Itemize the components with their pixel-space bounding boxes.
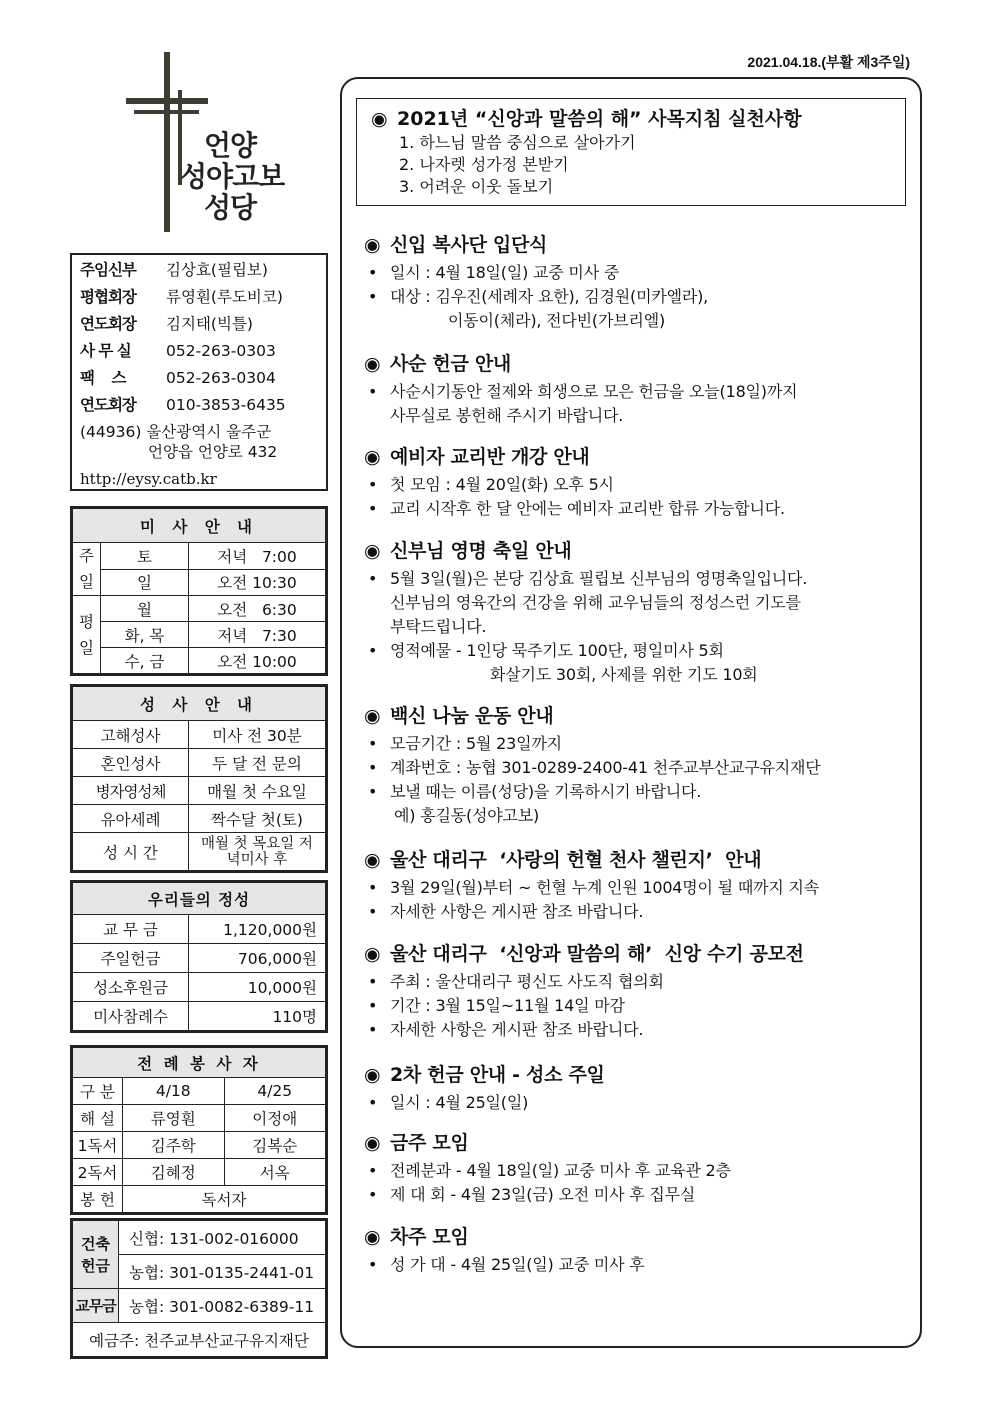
notice-feast-day bbox=[364, 538, 914, 687]
mass-day: 월 bbox=[101, 596, 189, 622]
notice-line: • 영적예물 - 1인당 묵주기도 100단, 평일미사 5회 bbox=[364, 639, 914, 663]
notice-line: • 자세한 사항은 게시판 참조 바랍니다. bbox=[364, 1018, 914, 1042]
notice-title bbox=[364, 703, 914, 729]
gyomu-label: 교무금 bbox=[73, 1289, 119, 1323]
notice-title bbox=[364, 444, 914, 470]
info-value: 052-263-0303 bbox=[166, 342, 276, 360]
server-name: 서옥 bbox=[224, 1159, 326, 1186]
build-label bbox=[73, 1221, 119, 1289]
account-holder: 예금주: 천주교부산교구유지재단 bbox=[73, 1323, 326, 1357]
notice-line: 신부님의 영육간의 건강을 위해 교우님들의 정성스런 기도를 bbox=[390, 593, 801, 612]
server-role: 봉 헌 bbox=[73, 1186, 123, 1213]
info-row bbox=[80, 392, 318, 419]
notice-altar-servers bbox=[364, 232, 914, 333]
address: (44936) 울산광역시 울주군 bbox=[80, 423, 272, 441]
mass-day: 화, 목 bbox=[101, 622, 189, 648]
account-number: 신협: 131-002-016000 bbox=[119, 1221, 326, 1255]
notice-line: • 주최 : 울산대리구 평신도 사도직 협의회 bbox=[364, 970, 914, 994]
sacrament-value: 매월 첫 목요일 저녁미사 후 bbox=[189, 833, 326, 871]
sacrament-value: 짝수달 첫(토) bbox=[189, 805, 326, 833]
sacrament-name: 고해성사 bbox=[73, 721, 189, 749]
notice-line: • 사순시기동안 절제와 희생으로 모은 헌금을 오늘(18일)까지 bbox=[364, 380, 914, 404]
website-link[interactable]: http://eysy.catb.kr bbox=[80, 470, 217, 488]
cross-bar bbox=[126, 98, 208, 104]
guideline-item: 3. 어려운 이웃 돌보기 bbox=[399, 177, 554, 196]
server-name: 김복순 bbox=[224, 1132, 326, 1159]
server-role: 2독서 bbox=[73, 1159, 123, 1186]
servers-title: 전 례 봉 사 자 bbox=[73, 1048, 326, 1078]
notice-title-text: 금주 모임 bbox=[390, 1132, 469, 1154]
bullet-icon: ◉ bbox=[364, 1064, 381, 1086]
servers-header: 구 분 bbox=[73, 1078, 123, 1105]
info-row bbox=[80, 338, 318, 365]
server-role: 1독서 bbox=[73, 1132, 123, 1159]
bullet-icon: ◉ bbox=[364, 943, 381, 965]
mass-day: 일 bbox=[101, 569, 189, 596]
info-row bbox=[80, 284, 318, 311]
offering-value: 706,000원 bbox=[189, 944, 326, 973]
notice-title bbox=[364, 1224, 914, 1250]
notice-line: 사무실로 봉헌해 주시기 바랍니다. bbox=[390, 406, 624, 425]
notice-line: 이동이(체라), 전다빈(가브리엘) bbox=[448, 311, 666, 330]
notice-line: • 전례분과 - 4월 18일(일) 교중 미사 후 교육관 2층 bbox=[364, 1159, 914, 1183]
sacrament-name: 혼인성사 bbox=[73, 749, 189, 777]
server-name: 김주학 bbox=[123, 1132, 225, 1159]
address-line-2: 언양읍 언양로 432 bbox=[148, 443, 278, 461]
account-number: 농협: 301-0082-6389-11 bbox=[119, 1289, 326, 1323]
notice-line: • 제 대 회 - 4월 23일(금) 오전 미사 후 집무실 bbox=[364, 1183, 914, 1207]
sacrament-name: 유아세례 bbox=[73, 805, 189, 833]
info-label: 주임신부 bbox=[80, 261, 136, 279]
mass-time: 오전 10:00 bbox=[189, 648, 326, 674]
notice-second-collection bbox=[364, 1062, 914, 1115]
notice-title-text: 2차 헌금 안내 - 성소 주일 bbox=[390, 1064, 605, 1086]
notice-title-text: 울산 대리구 ‘신앙과 말씀의 해’ 신앙 수기 공모전 bbox=[390, 943, 804, 965]
bullet-icon: ◉ bbox=[371, 108, 388, 130]
notice-line: • 대상 : 김우진(세례자 요한), 김경원(미카엘라), bbox=[364, 285, 914, 309]
notice-line: • 성 가 대 - 4월 25일(일) 교중 미사 후 bbox=[364, 1253, 914, 1277]
notice-next-week-meetings bbox=[364, 1224, 914, 1277]
notice-title-text: 예비자 교리반 개강 안내 bbox=[390, 446, 590, 468]
info-value: 052-263-0304 bbox=[166, 369, 276, 387]
offerings-title: 우리들의 정성 bbox=[73, 883, 326, 915]
notice-title bbox=[364, 232, 914, 258]
mass-schedule bbox=[70, 506, 328, 676]
notice-blood-donation bbox=[364, 847, 914, 924]
notice-vaccine bbox=[364, 703, 914, 828]
guideline-list bbox=[371, 132, 891, 198]
server-name: 독서자 bbox=[123, 1186, 326, 1213]
offering-name: 주일헌금 bbox=[73, 944, 189, 973]
sunday-label: 주일 bbox=[79, 547, 94, 591]
mass-time: 오전 6:30 bbox=[189, 596, 326, 622]
account-number: 농협: 301-0135-2441-01 bbox=[119, 1255, 326, 1289]
info-label: 사 무 실 bbox=[80, 342, 131, 360]
server-name: 김혜정 bbox=[123, 1159, 225, 1186]
notice-title-text: 울산 대리구 ‘사랑의 헌혈 천사 챌린지’ 안내 bbox=[390, 849, 762, 871]
sacrament-name: 성 시 간 bbox=[73, 833, 189, 871]
notice-line: • 계좌번호 : 농협 301-0289-2400-41 천주교부산교구유지재단 bbox=[364, 756, 914, 780]
server-role: 해 설 bbox=[73, 1105, 123, 1132]
sacrament-value: 두 달 전 문의 bbox=[189, 749, 326, 777]
notice-line: • 교리 시작후 한 달 안에는 예비자 교리반 합류 가능합니다. bbox=[364, 497, 914, 521]
notice-title bbox=[364, 847, 914, 873]
bullet-icon: ◉ bbox=[364, 705, 381, 727]
parish-logo bbox=[122, 52, 287, 237]
bullet-icon: ◉ bbox=[364, 446, 381, 468]
notice-title-text: 차주 모임 bbox=[390, 1226, 469, 1248]
parish-name bbox=[180, 130, 284, 223]
notice-title-text: 사순 헌금 안내 bbox=[390, 353, 511, 375]
notice-this-week-meetings bbox=[364, 1130, 914, 1207]
guideline-title-text: 2021년 “신앙과 말씀의 해” 사목지침 실천사항 bbox=[397, 108, 802, 130]
notice-line: • 자세한 사항은 게시판 참조 바랍니다. bbox=[364, 900, 914, 924]
bullet-icon: ◉ bbox=[364, 234, 381, 256]
notice-title bbox=[364, 538, 914, 564]
sacrament-guide bbox=[70, 684, 328, 873]
sacrament-name: 병자영성체 bbox=[73, 777, 189, 805]
offering-name: 성소후원금 bbox=[73, 973, 189, 1002]
notice-title-text: 신입 복사단 입단식 bbox=[390, 234, 548, 256]
info-row bbox=[80, 311, 318, 338]
build-label-text: 건축헌금 bbox=[81, 1234, 110, 1275]
guideline-item: 2. 나자렛 성가정 본받기 bbox=[399, 155, 569, 174]
bullet-icon: ◉ bbox=[364, 1226, 381, 1248]
offering-value: 10,000원 bbox=[189, 973, 326, 1002]
bullet-icon: ◉ bbox=[364, 540, 381, 562]
notice-line: • 모금기간 : 5월 23일까지 bbox=[364, 732, 914, 756]
notice-line: • 보낼 때는 이름(성당)을 기록하시기 바랍니다. bbox=[364, 780, 914, 804]
offering-name: 미사참례수 bbox=[73, 1002, 189, 1031]
mass-time: 저녁 7:00 bbox=[189, 543, 326, 570]
weekday-label: 평일 bbox=[79, 612, 94, 657]
offering-value: 110명 bbox=[189, 1002, 326, 1031]
notice-line: 화살기도 30회, 사제를 위한 기도 10회 bbox=[490, 665, 758, 684]
notice-line: • 첫 모임 : 4월 20일(화) 오후 5시 bbox=[364, 473, 914, 497]
sacrament-value: 미사 전 30분 bbox=[189, 721, 326, 749]
info-value: 김지태(빅틀) bbox=[166, 315, 253, 333]
info-value: 010-3853-6435 bbox=[166, 396, 286, 414]
notice-title bbox=[364, 941, 914, 967]
bulletin-date: 2021.04.18.(부활 제3주일) bbox=[747, 54, 910, 70]
notice-title bbox=[364, 351, 914, 377]
mass-title: 미 사 안 내 bbox=[73, 509, 326, 543]
bullet-icon: ◉ bbox=[364, 849, 381, 871]
info-row bbox=[80, 257, 318, 284]
mass-time: 저녁 7:30 bbox=[189, 622, 326, 648]
info-row bbox=[80, 365, 318, 392]
mass-day: 토 bbox=[101, 543, 189, 570]
servers-date: 4/18 bbox=[123, 1078, 225, 1105]
guideline-title bbox=[371, 106, 891, 132]
notice-catechumen bbox=[364, 444, 914, 521]
server-name: 이정애 bbox=[224, 1105, 326, 1132]
notice-line: • 기간 : 3월 15일~11월 14일 마감 bbox=[364, 994, 914, 1018]
notice-line: • 5월 3일(월)은 본당 김상효 필립보 신부님의 영명축일입니다. bbox=[364, 567, 914, 591]
info-value: 김상효(필립보) bbox=[166, 261, 268, 279]
notice-line: • 일시 : 4월 25일(일) bbox=[364, 1091, 914, 1115]
guideline-item: 1. 하느님 말씀 중심으로 살아가기 bbox=[399, 133, 636, 152]
parish-info-box bbox=[70, 253, 328, 491]
notice-title bbox=[364, 1062, 914, 1088]
sacrament-title: 성 사 안 내 bbox=[73, 687, 326, 721]
info-label: 팩 스 bbox=[80, 369, 126, 387]
info-label: 연도회장 bbox=[80, 396, 136, 414]
notice-essay-contest bbox=[364, 941, 914, 1042]
cross-icon bbox=[164, 52, 170, 232]
sunday-group bbox=[73, 543, 101, 596]
info-label: 연도회장 bbox=[80, 315, 136, 333]
logo-line-2: 성야고보 bbox=[180, 160, 285, 193]
notice-lent-offering bbox=[364, 351, 914, 428]
notice-line: • 일시 : 4월 18일(일) 교중 미사 중 bbox=[364, 261, 914, 285]
sacrament-value: 매월 첫 수요일 bbox=[189, 777, 326, 805]
weekday-group bbox=[73, 596, 101, 674]
notice-title bbox=[364, 1130, 914, 1156]
bullet-icon: ◉ bbox=[364, 353, 381, 375]
logo-line-1: 언양 bbox=[204, 129, 257, 162]
logo-line-3: 성당 bbox=[204, 191, 257, 224]
servers-date: 4/25 bbox=[224, 1078, 326, 1105]
cross-bar-inner bbox=[134, 110, 199, 114]
notice-title-text: 신부님 영명 축일 안내 bbox=[390, 540, 572, 562]
offering-name: 교 무 금 bbox=[73, 915, 189, 944]
notice-line: • 3월 29일(월)부터 ~ 헌혈 누계 인원 1004명이 될 때까지 지속 bbox=[364, 876, 914, 900]
liturgy-servers bbox=[70, 1045, 328, 1215]
offering-value: 1,120,000원 bbox=[189, 915, 326, 944]
notice-line: 부탁드립니다. bbox=[390, 617, 487, 636]
server-name: 류영훤 bbox=[123, 1105, 225, 1132]
offerings-table bbox=[70, 880, 328, 1033]
pastoral-guideline-box bbox=[356, 98, 906, 206]
mass-day: 수, 금 bbox=[101, 648, 189, 674]
notice-title-text: 백신 나눔 운동 안내 bbox=[390, 705, 554, 727]
info-value: 류영훤(루도비코) bbox=[166, 288, 283, 306]
notice-line: 예) 홍길동(성야고보) bbox=[394, 806, 540, 825]
bullet-icon: ◉ bbox=[364, 1132, 381, 1154]
info-label: 평협회장 bbox=[80, 288, 136, 306]
bank-accounts bbox=[70, 1218, 328, 1359]
mass-time: 오전 10:30 bbox=[189, 569, 326, 596]
